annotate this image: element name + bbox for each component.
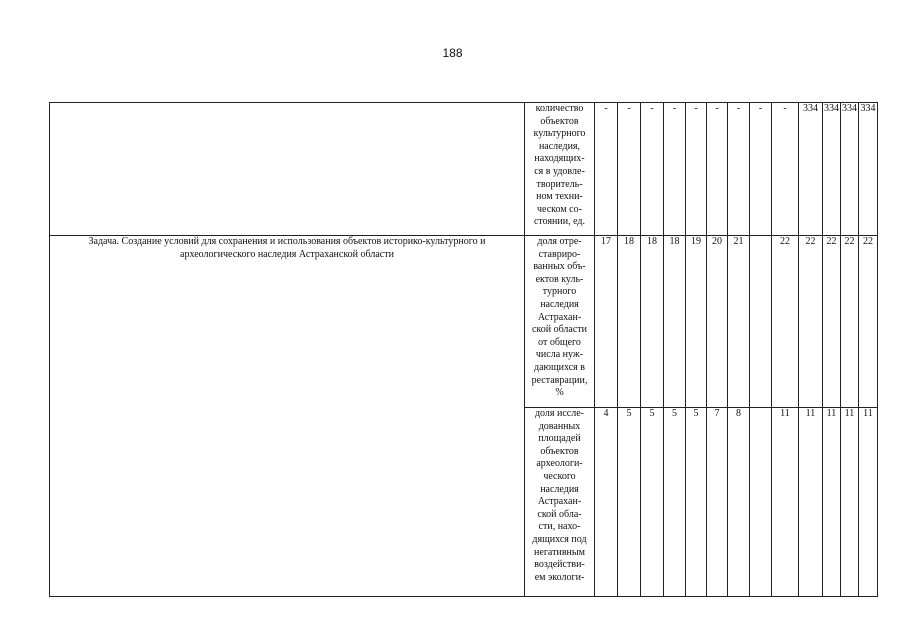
value-cell: 4 bbox=[595, 408, 618, 597]
table-row bbox=[50, 236, 878, 408]
value-cell: - bbox=[772, 103, 799, 236]
value-cell: 18 bbox=[664, 236, 686, 408]
value-cell: - bbox=[664, 103, 686, 236]
value-cell: 11 bbox=[772, 408, 799, 597]
value-cell: 8 bbox=[728, 408, 750, 597]
value-cell bbox=[750, 236, 772, 408]
value-cell: 11 bbox=[859, 408, 878, 597]
value-cell: 18 bbox=[618, 236, 641, 408]
indicator-cell: доля отре- ставриро- ванных объ- ектов куль- турного наследия Астрахан- ской области от общего числа нуж- дающихся в реставрации, % bbox=[525, 236, 595, 408]
value-cell: 17 bbox=[595, 236, 618, 408]
value-cell: 22 bbox=[799, 236, 823, 408]
value-cell: 11 bbox=[841, 408, 859, 597]
value-cell: 22 bbox=[841, 236, 859, 408]
value-cell: - bbox=[618, 103, 641, 236]
value-cell: 22 bbox=[772, 236, 799, 408]
value-cell: 334 bbox=[859, 103, 878, 236]
value-cell: 22 bbox=[859, 236, 878, 408]
value-cell: 11 bbox=[799, 408, 823, 597]
value-cell: 7 bbox=[707, 408, 728, 597]
value-cell: 5 bbox=[686, 408, 707, 597]
table-row bbox=[50, 103, 878, 236]
value-cell: - bbox=[686, 103, 707, 236]
value-cell: - bbox=[750, 103, 772, 236]
value-cell: 20 bbox=[707, 236, 728, 408]
value-cell: 22 bbox=[823, 236, 841, 408]
value-cell: 5 bbox=[664, 408, 686, 597]
value-cell: 18 bbox=[641, 236, 664, 408]
value-cell: 334 bbox=[823, 103, 841, 236]
value-cell: 334 bbox=[841, 103, 859, 236]
value-cell: 19 bbox=[686, 236, 707, 408]
value-cell: - bbox=[728, 103, 750, 236]
task-cell bbox=[50, 103, 525, 236]
indicator-cell: доля иссле- дованных площадей объектов археологи- ческого наследия Астрахан- ской обла- сти, нахо- дящихся под негативным воздействи- ем экологи- bbox=[525, 408, 595, 597]
value-cell: 11 bbox=[823, 408, 841, 597]
page-number: 188 bbox=[442, 46, 463, 60]
indicator-cell: количество объектов культурного наследия, находящих- ся в удовле- творитель- ном техни- ческом со- стоянии, ед. bbox=[525, 103, 595, 236]
value-cell: 5 bbox=[641, 408, 664, 597]
value-cell: 5 bbox=[618, 408, 641, 597]
value-cell: 334 bbox=[799, 103, 823, 236]
indicators-table bbox=[49, 102, 878, 597]
value-cell: - bbox=[641, 103, 664, 236]
value-cell: 21 bbox=[728, 236, 750, 408]
task-cell: Задача. Создание условий для сохранения и использования объектов историко-культурного и археологического наследия Астраханской области bbox=[50, 236, 525, 597]
value-cell bbox=[750, 408, 772, 597]
value-cell: - bbox=[595, 103, 618, 236]
value-cell: - bbox=[707, 103, 728, 236]
